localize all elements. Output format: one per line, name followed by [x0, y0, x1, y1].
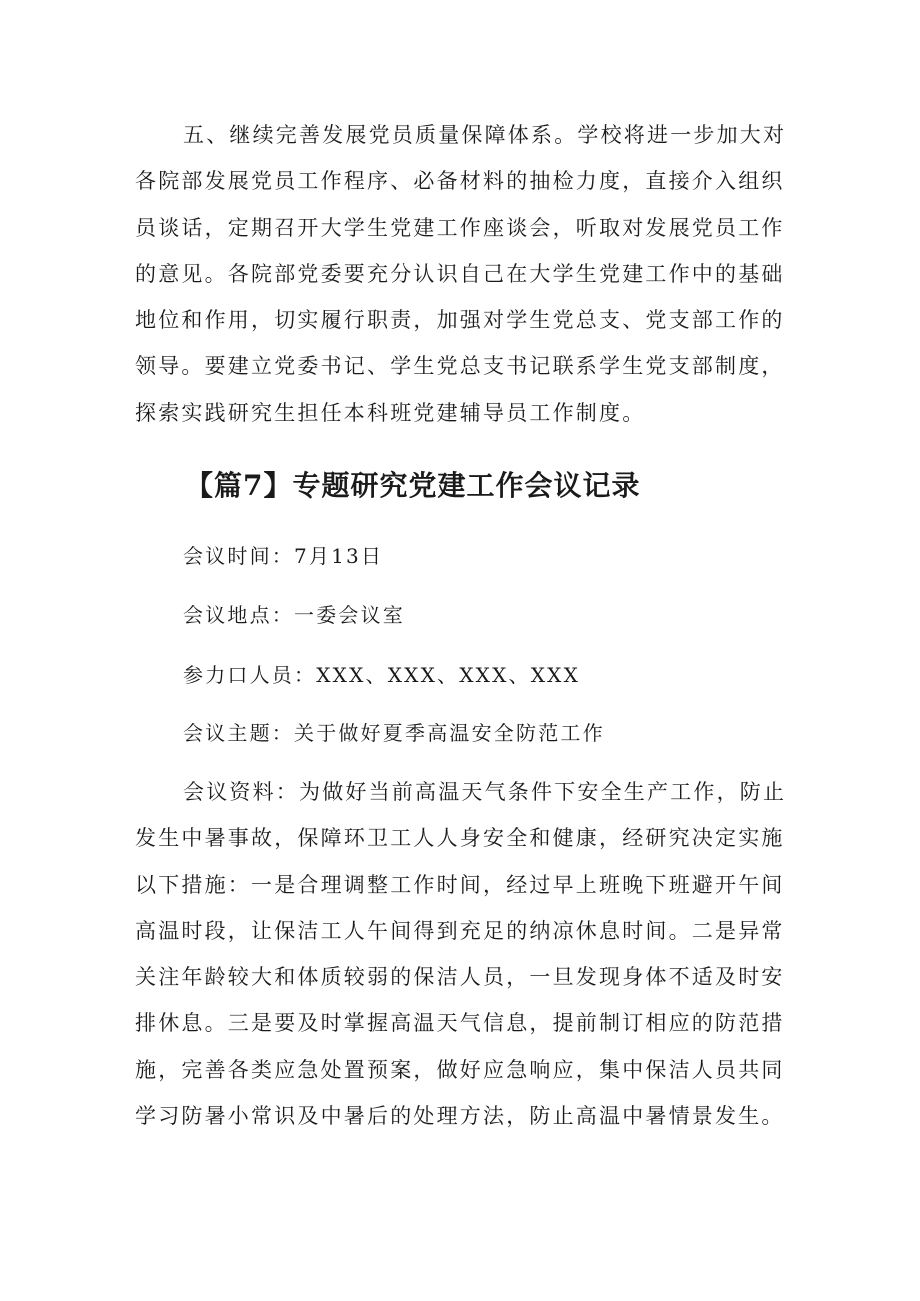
- meeting-time: 会议时间：7月13日: [183, 544, 384, 568]
- meeting-attendees: 参力口人员：XXX、XXX、XXX、XXX: [183, 663, 581, 687]
- section-5-paragraph: 五、继续完善发展党员质量保障体系。学校将进一步加大对各院部发展党员工作程序、必备材料的抽检力度，直接介入组织员谈话，定期召开大学生党建工作座谈会，听取对发展党员工作的意见。各院部党委要充分认识自己在大学生党建工作中的基础地位和作用，切实履行职责，加强对学生党总支、党支部工作的领导。要建立党委书记、学生党总支书记联系学生党支部制度，探索实践研究生担任本科班党建辅导员工作制度。: [135, 123, 787, 425]
- meeting-topic: 会议主题：关于做好夏季高温安全防范工作: [183, 721, 605, 745]
- meeting-place: 会议地点：一委会议室: [183, 603, 405, 627]
- article-7-heading: 【篇7】专题研究党建工作会议记录: [185, 469, 641, 502]
- meeting-content-paragraph: 会议资料：为做好当前高温天气条件下安全生产工作，防止发生中暑事故，保障环卫工人人身安全和健康，经研究决定实施以下措施：一是合理调整工作时间，经过早上班晚下班避开午间高温时段，让保洁工人午间得到充足的纳凉休息时间。二是异常关注年龄较大和体质较弱的保洁人员，一旦发现身体不适及时安排休息。三是要及时掌握高温天气信息，提前制订相应的防范措施，完善各类应急处置预案，做好应急响应，集中保洁人员共同学习防暑小常识及中暑后的处理方法，防止高温中暑情景发生。: [135, 780, 787, 1129]
